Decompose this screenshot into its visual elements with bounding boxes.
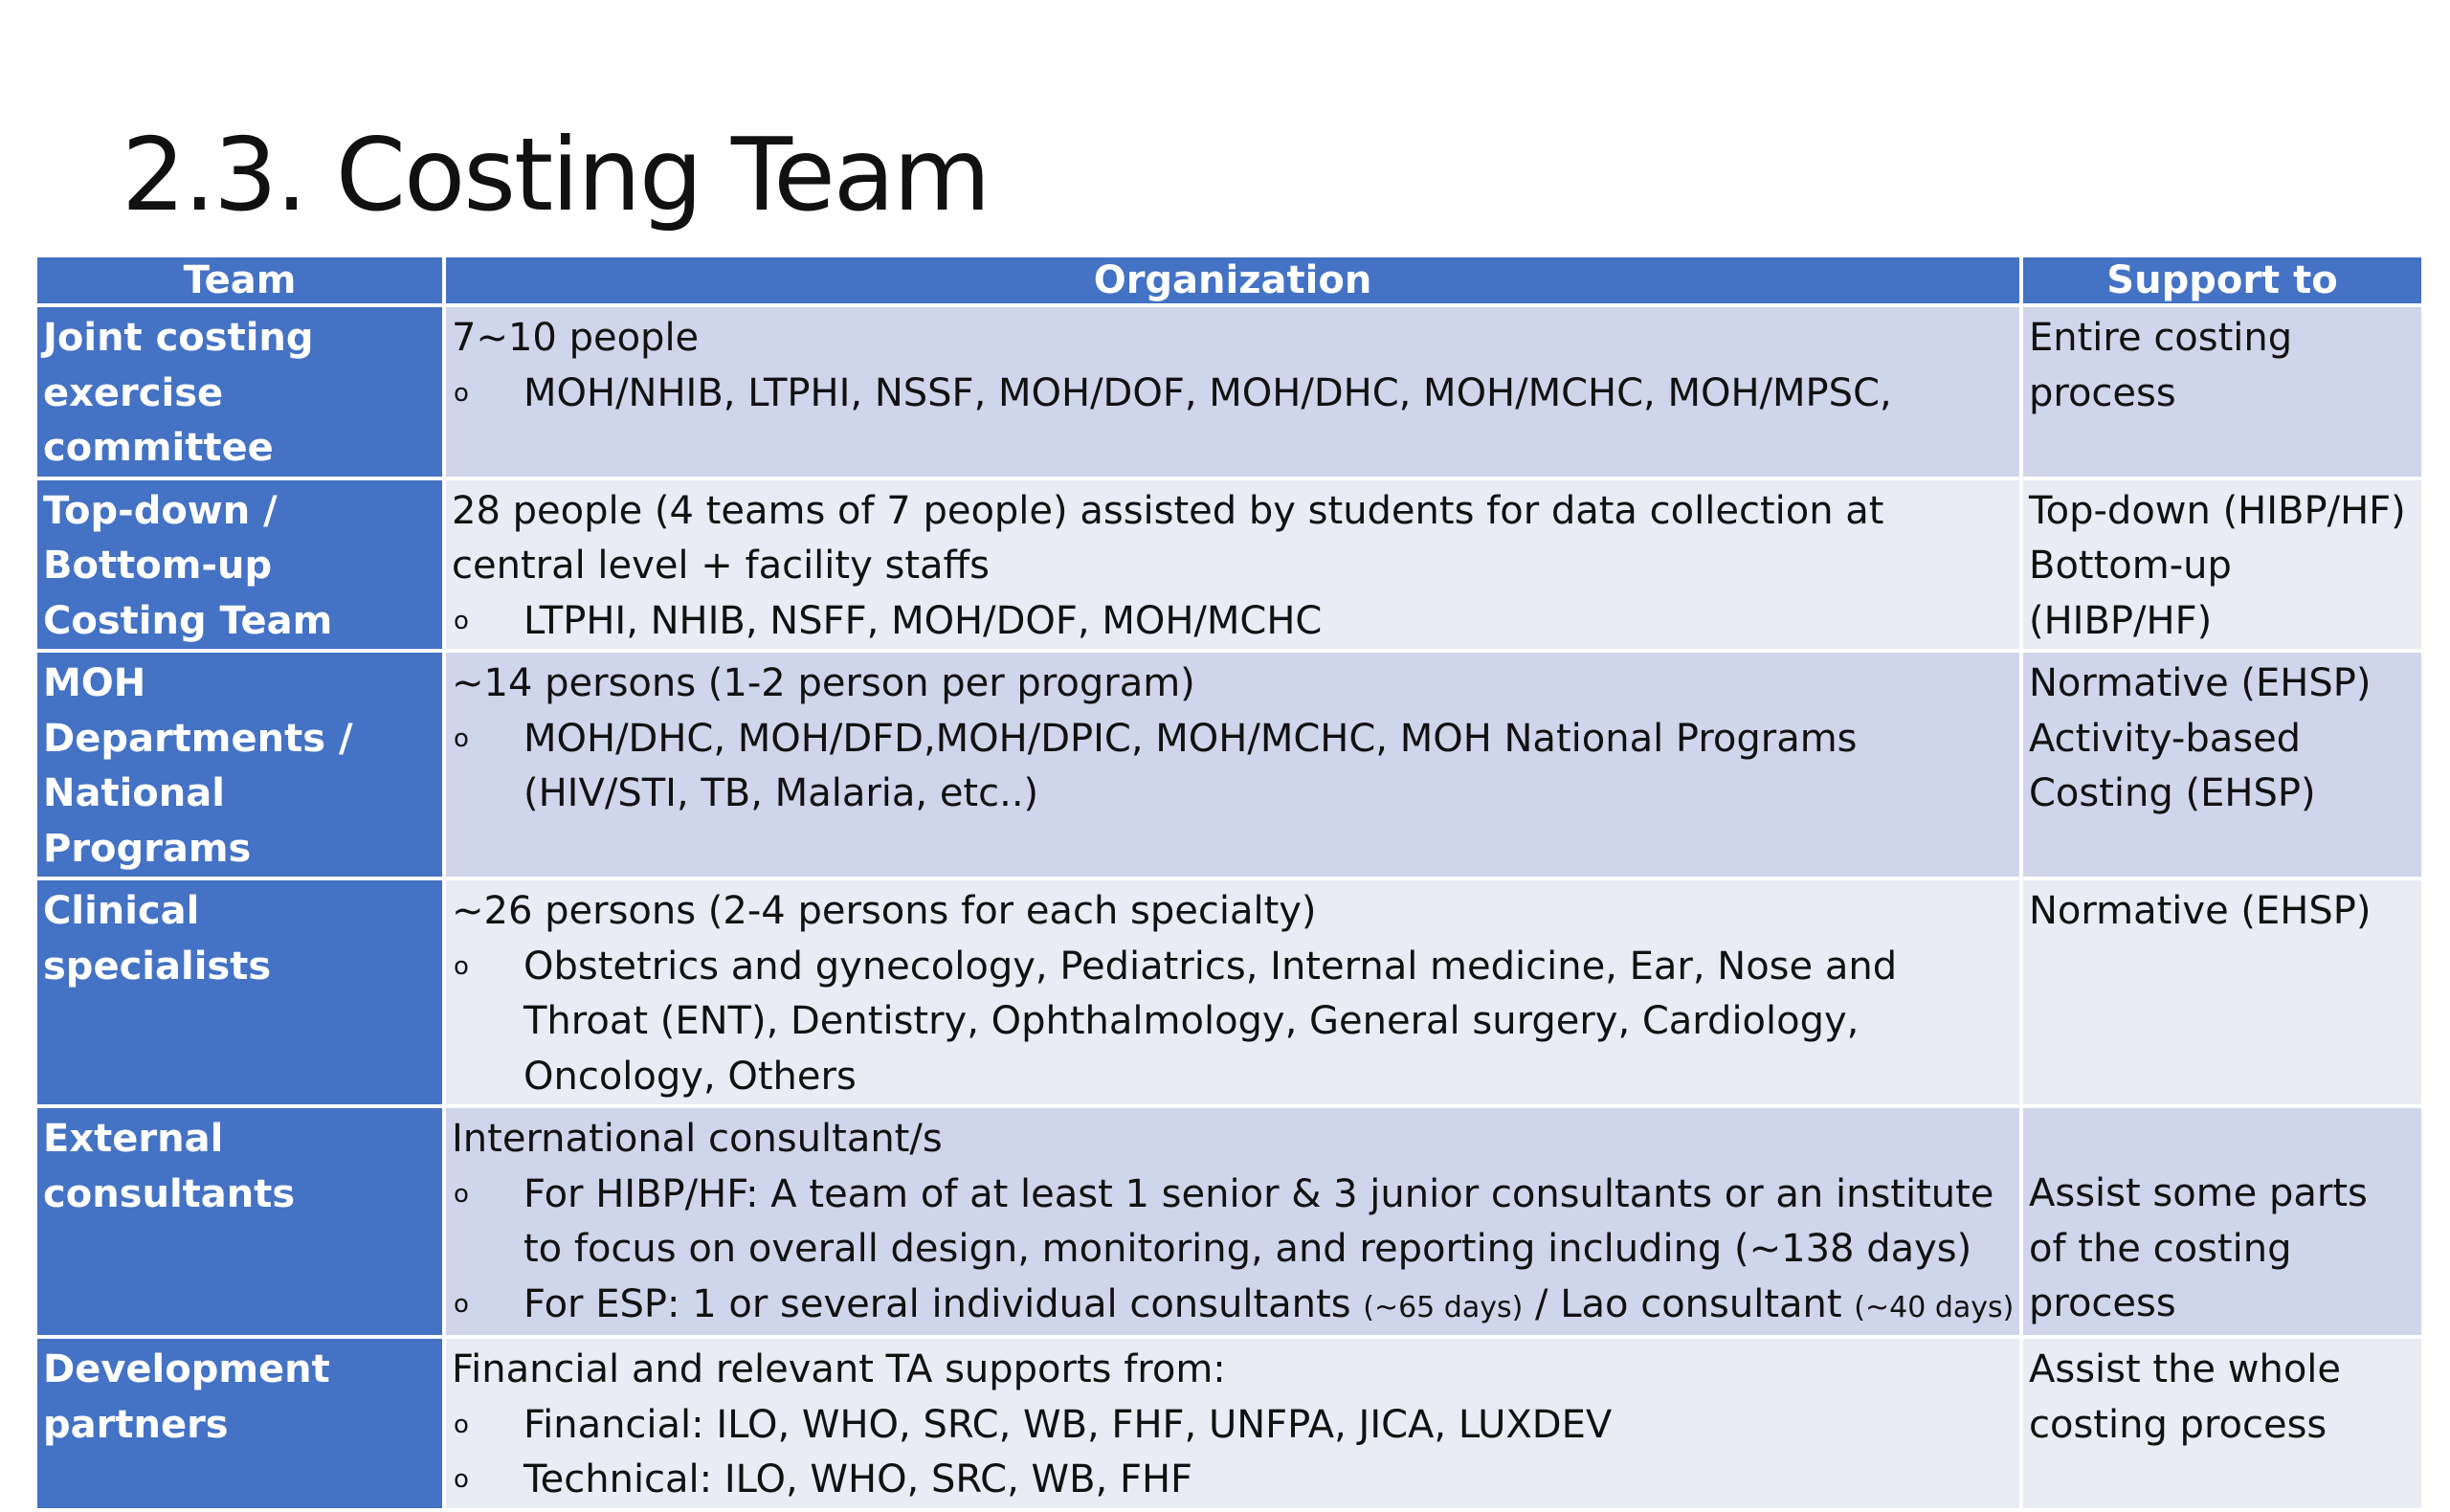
org-lead: ~26 persons (2-4 persons for each specialty)	[452, 889, 1317, 933]
list-item	[452, 594, 2014, 650]
table-row	[35, 1106, 2423, 1337]
header-organization: Organization	[444, 256, 2021, 305]
table-row	[35, 305, 2423, 478]
list-item	[452, 1278, 2014, 1336]
org-item-text: Obstetrics and gynecology, Pediatrics, Internal medicine, Ear, Nose and Throat (ENT), Dentistry, Ophthalmology, General surgery, Cardiology, Oncology, Others	[523, 944, 1898, 1099]
header-support: Support to	[2021, 256, 2423, 305]
org-item-text: For HIBP/HF: A team of at least 1 senior & 3 junior consultants or an institute to focus on overall design, monitoring, and reporting including (~138 days)	[523, 1171, 1994, 1271]
bullet-circle-icon: o	[454, 951, 469, 981]
header-team: Team	[35, 256, 444, 305]
org-lead: Financial and relevant TA supports from:	[452, 1347, 1226, 1391]
org-item-text-part: / Lao consultant	[1523, 1281, 1855, 1326]
organization-cell	[444, 1106, 2021, 1337]
support-cell: Top-down (HIBP/HF) Bottom-up (HIBP/HF)	[2021, 478, 2423, 652]
list-item	[452, 712, 2014, 822]
team-cell: Development partners	[35, 1337, 444, 1510]
org-item-text: Financial: ILO, WHO, SRC, WB, FHF, UNFPA, JICA, LUXDEV	[523, 1402, 1613, 1447]
bullet-circle-icon: o	[454, 1410, 469, 1439]
list-item	[452, 1398, 2014, 1454]
team-cell: Clinical specialists	[35, 878, 444, 1106]
bullet-circle-icon: o	[454, 1179, 469, 1209]
table-row	[35, 478, 2423, 652]
organization-cell	[444, 651, 2021, 878]
list-item	[452, 367, 2014, 422]
org-item-text: LTPHI, NHIB, NSFF, MOH/DOF, MOH/MCHC	[523, 598, 1323, 643]
organization-cell	[444, 305, 2021, 478]
organization-cell	[444, 478, 2021, 652]
bullet-circle-icon: o	[454, 606, 469, 635]
list-item	[452, 1453, 2014, 1508]
org-lead: 7~10 people	[452, 316, 700, 360]
org-item-text: MOH/DHC, MOH/DFD,MOH/DPIC, MOH/MCHC, MOH National Programs (HIV/STI, TB, Malaria, etc..)	[523, 716, 1858, 815]
costing-team-table	[33, 254, 2425, 1512]
org-item-text: MOH/NHIB, LTPHI, NSSF, MOH/DOF, MOH/DHC, MOH/MCHC, MOH/MPSC,	[523, 370, 1892, 415]
organization-cell	[444, 878, 2021, 1106]
duration-note: (~40 days)	[1854, 1290, 2015, 1324]
org-lead: 28 people (4 teams of 7 people) assisted by students for data collection at central level + facility staffs	[452, 488, 1884, 588]
support-cell	[2021, 1106, 2423, 1337]
team-cell: Joint costing exercise committee	[35, 305, 444, 478]
slide-title: 2.3. Costing Team	[122, 117, 990, 233]
list-item	[452, 1167, 2014, 1278]
table-row	[35, 1337, 2423, 1510]
bullet-circle-icon: o	[454, 378, 469, 408]
table-header-row	[35, 256, 2423, 305]
team-cell: Top-down / Bottom-up Costing Team	[35, 478, 444, 652]
support-cell: Entire costing process	[2021, 305, 2423, 478]
org-lead: ~14 persons (1-2 person per program)	[452, 661, 1195, 705]
support-cell: Normative (EHSP) Activity-based Costing (EHSP)	[2021, 651, 2423, 878]
team-cell: External consultants	[35, 1106, 444, 1337]
support-cell: Normative (EHSP)	[2021, 878, 2423, 1106]
bullet-circle-icon: o	[454, 723, 469, 753]
org-lead: International consultant/s	[452, 1117, 943, 1161]
org-item-text: Technical: ILO, WHO, SRC, WB, FHF	[523, 1457, 1193, 1501]
bullet-circle-icon: o	[454, 1465, 469, 1494]
bullet-circle-icon: o	[454, 1289, 469, 1319]
list-item	[452, 940, 2014, 1105]
team-cell: MOH Departments / National Programs	[35, 651, 444, 878]
org-item-text	[523, 1278, 2014, 1336]
table-row	[35, 878, 2423, 1106]
organization-cell	[444, 1337, 2021, 1510]
duration-note: (~65 days)	[1363, 1290, 1524, 1324]
table-row	[35, 651, 2423, 878]
support-text: Assist some parts of the costing process	[2029, 1171, 2368, 1325]
support-cell: Assist the whole costing process	[2021, 1337, 2423, 1510]
org-item-text-part: For ESP: 1 or several individual consultants	[523, 1281, 1364, 1326]
